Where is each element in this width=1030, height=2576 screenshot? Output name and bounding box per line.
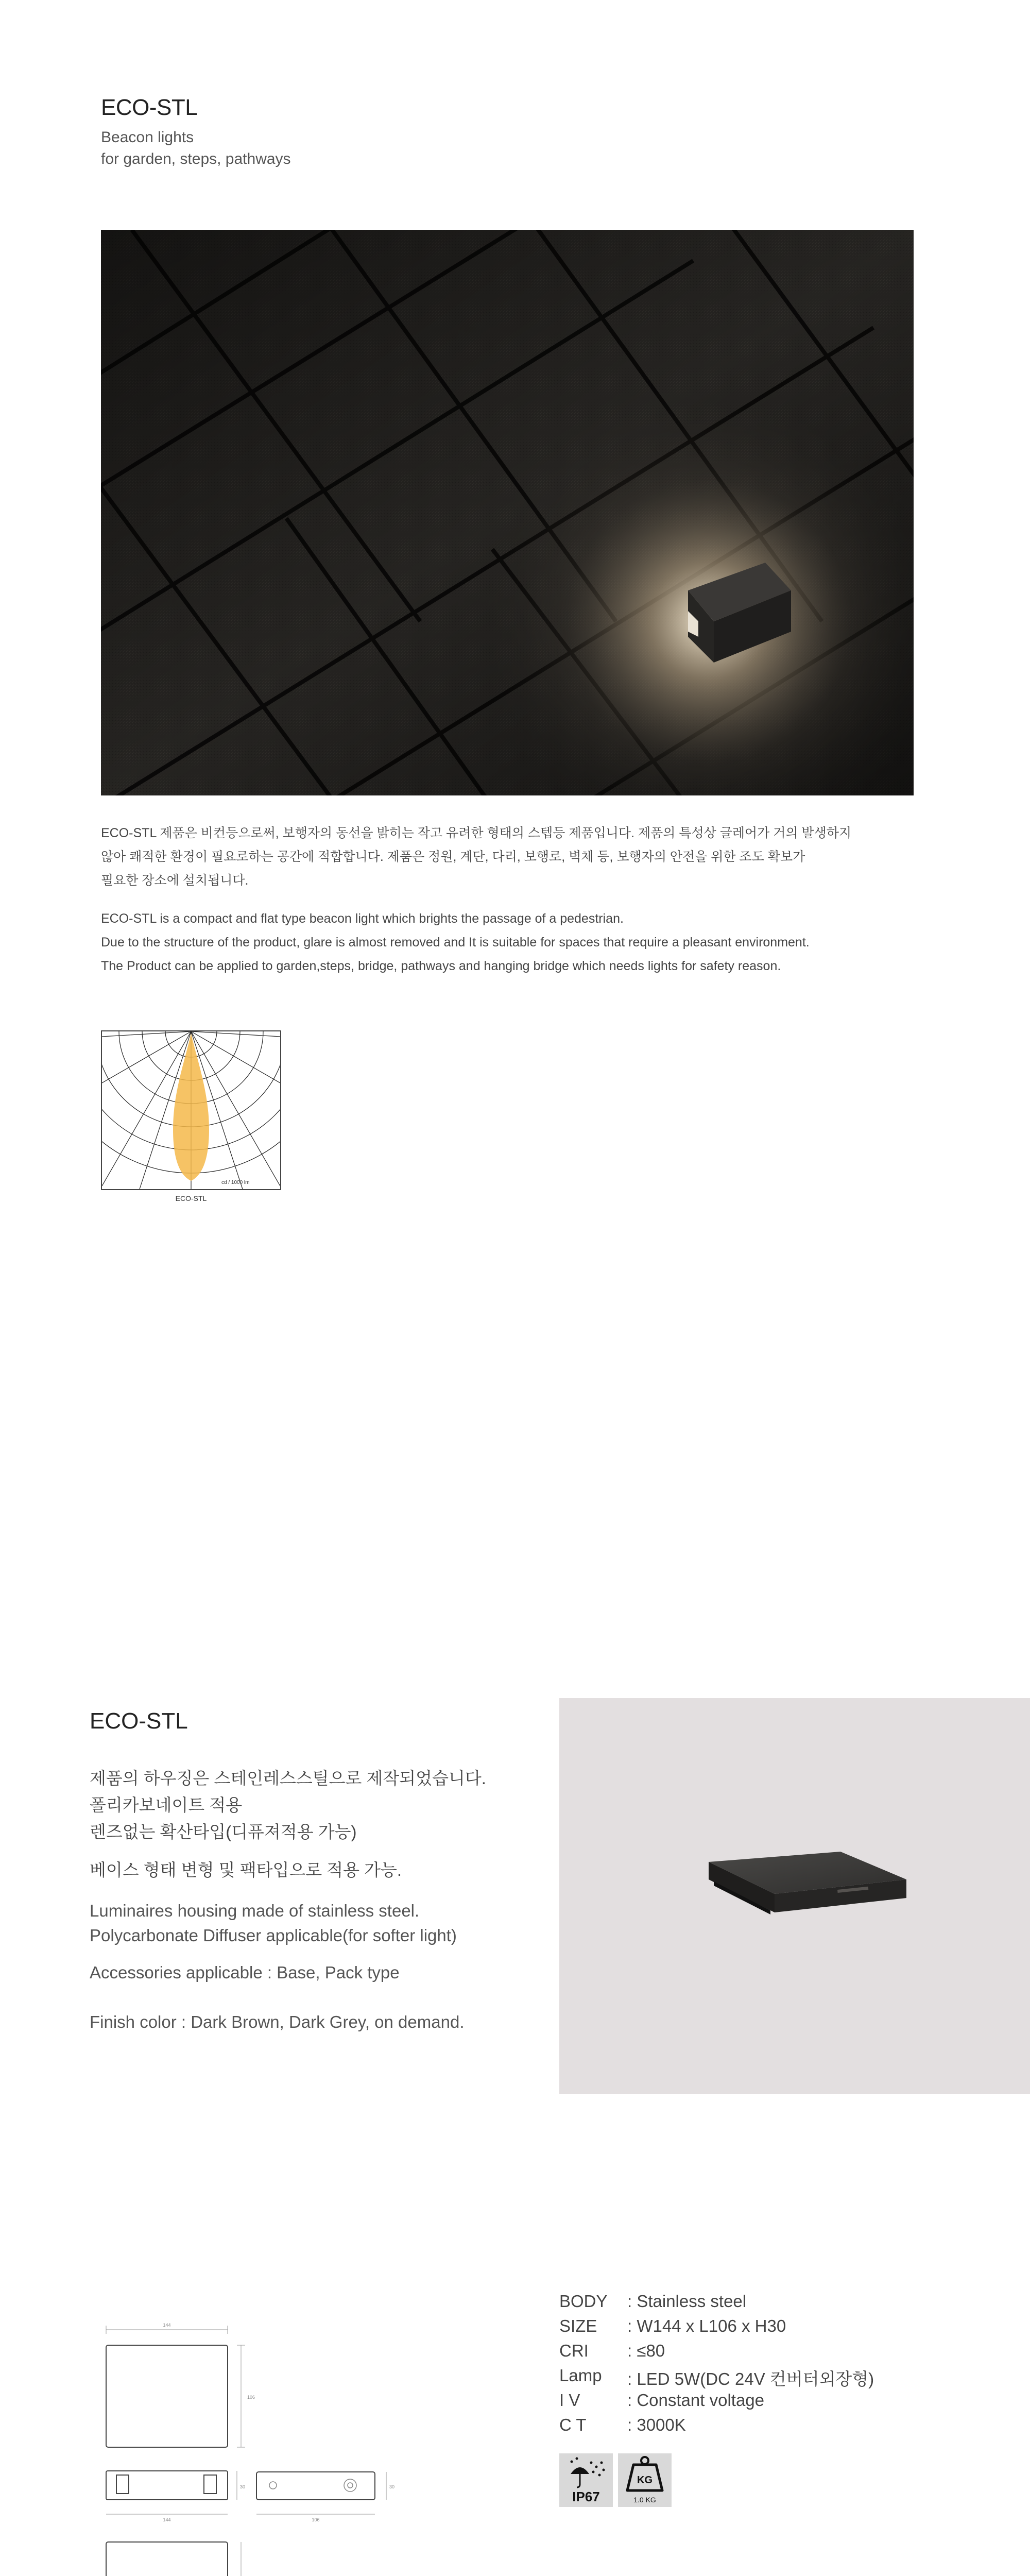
description-ko-line-1: ECO-STL 제품은 비컨등으로써, 보행자의 동선을 밝히는 작고 유려한 형태의 스텝등 제품입니다. 제품의 특성상 글레어가 거의 발생하지 bbox=[101, 826, 852, 840]
weight-badge bbox=[618, 2453, 672, 2507]
dim-length-top: 106 bbox=[247, 2395, 255, 2400]
product-subtitle-line-1: Beacon lights bbox=[101, 129, 194, 146]
feature-ko-base: 베이스 형태 변형 및 팩타입으로 적용 가능. bbox=[90, 1860, 402, 1879]
spec-value: : W144 x L106 x H30 bbox=[627, 2316, 786, 2335]
description-en-line-1: ECO-STL is a compact and flat type beacon light which brights the passage of a pedestrian. bbox=[101, 911, 624, 926]
feature-en-accessories: Accessories applicable : Base, Pack type bbox=[90, 1963, 400, 1982]
product-title: ECO-STL bbox=[101, 95, 198, 120]
description-en-line-2: Due to the structure of the product, glare is almost removed and It is suitable for spaces that require a pleasant environment. bbox=[101, 935, 810, 950]
description-english bbox=[101, 907, 935, 978]
ip67-badge bbox=[559, 2453, 613, 2507]
kg-icon-text: KG bbox=[637, 2475, 653, 2486]
feature-ko-diffuser: 렌즈없는 확산타입(디퓨져적용 가능) bbox=[90, 1822, 357, 1841]
description-ko-line-3: 필요한 장소에 설치됩니다. bbox=[101, 873, 249, 888]
spec-value: : ≤80 bbox=[627, 2341, 665, 2360]
dimension-drawings bbox=[98, 2308, 417, 2576]
umbrella-rain-icon bbox=[559, 2453, 613, 2490]
spec-key: C T bbox=[559, 2415, 587, 2434]
diagram-caption: ECO-STL bbox=[175, 1194, 207, 1202]
spec-value: : Stainless steel bbox=[627, 2292, 747, 2311]
section-title: ECO-STL bbox=[90, 1708, 188, 1734]
dim-length-end: 106 bbox=[312, 2517, 320, 2522]
weight-kg-icon bbox=[618, 2453, 672, 2495]
dim-width-side: 144 bbox=[163, 2517, 171, 2522]
feature-ko-polycarbonate: 폴리카보네이트 적용 bbox=[90, 1795, 243, 1815]
spec-key: CRI bbox=[559, 2341, 589, 2360]
dim-height-side: 30 bbox=[240, 2484, 246, 2489]
product-subtitle-line-2: for garden, steps, pathways bbox=[101, 150, 291, 167]
spec-value: : LED 5W(DC 24V 컨버터외장형) bbox=[627, 2369, 874, 2388]
product-image-panel bbox=[559, 1698, 1030, 2094]
spec-value: : 3000K bbox=[627, 2415, 686, 2434]
spec-value: : Constant voltage bbox=[627, 2391, 764, 2410]
ip-rating-label: IP67 bbox=[572, 2489, 600, 2504]
dim-height-end: 30 bbox=[389, 2484, 395, 2489]
dim-width-top: 144 bbox=[163, 2323, 171, 2328]
feature-en-diffuser: Polycarbonate Diffuser applicable(for softer light) bbox=[90, 1926, 457, 1945]
description-korean bbox=[101, 821, 935, 892]
description-en-line-3: The Product can be applied to garden,steps, bridge, pathways and hanging bridge which needs lights for safety reason. bbox=[101, 959, 781, 973]
spec-key: Lamp bbox=[559, 2366, 602, 2385]
weight-label: 1.0 KG bbox=[633, 2496, 656, 2504]
spec-key: I V bbox=[559, 2391, 580, 2410]
description-ko-line-2: 않아 쾌적한 환경이 필요로하는 공간에 적합합니다. 제품은 정원, 계단, 다리, 보행로, 벽체 등, 보행자의 안전을 위한 조도 확보가 bbox=[101, 850, 805, 864]
photometric-diagram bbox=[101, 1030, 281, 1190]
spec-key: SIZE bbox=[559, 2316, 597, 2335]
feature-ko-housing: 제품의 하우징은 스테인레스스틸으로 제작되었습니다. bbox=[90, 1769, 486, 1788]
hero-photo bbox=[101, 230, 914, 795]
feature-en-finish: Finish color : Dark Brown, Dark Grey, on demand. bbox=[90, 2012, 465, 2031]
feature-en-housing: Luminaires housing made of stainless steel. bbox=[90, 1901, 420, 1920]
spec-key: BODY bbox=[559, 2292, 608, 2311]
diagram-scale-label: cd / 1000 lm bbox=[221, 1180, 250, 1185]
product-render bbox=[709, 1852, 906, 1914]
